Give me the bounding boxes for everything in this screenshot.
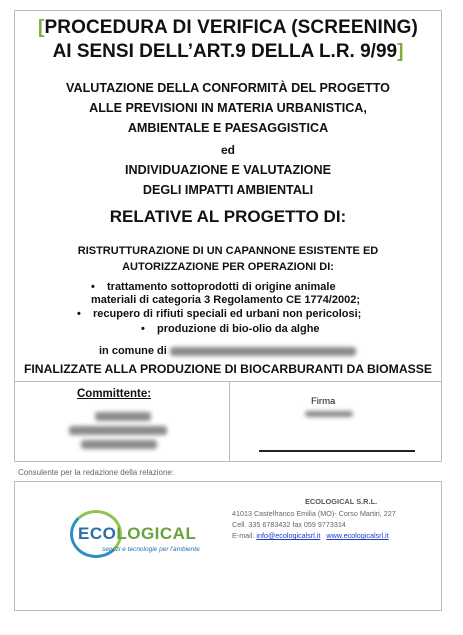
redacted-signer-name [305, 411, 353, 417]
title-panel [14, 10, 442, 382]
company-phone: Cell. 335 6783432 fax 059 9773314 [232, 520, 346, 529]
eval-line: ed [220, 143, 235, 157]
document-title-line1 [15, 17, 441, 39]
relative-heading: RELATIVE AL PROGETTO DI: [109, 207, 347, 226]
email-label: E-mail: [232, 531, 255, 540]
title-bracket-close: ] [397, 41, 404, 62]
logo-wordmark [78, 524, 196, 544]
company-name: ECOLOGICAL S.R.L. [305, 497, 378, 506]
signature-divider [229, 382, 230, 462]
redacted-location [170, 347, 356, 356]
signature-line [259, 450, 415, 452]
ecological-logo [66, 510, 200, 564]
comune-line [99, 345, 356, 357]
signature-panel [14, 382, 442, 462]
logo-tagline: servizi e tecnologie per l'ambiente [102, 546, 200, 553]
website-link[interactable]: www.ecologicalsrl.it [326, 531, 389, 540]
eval-line: VALUTAZIONE DELLA CONFORMITÀ DEL PROGETTO [66, 81, 390, 95]
eval-line: AMBIENTALE E PAESAGGISTICA [127, 121, 329, 135]
redacted-committente-city [81, 440, 157, 449]
redacted-committente-address [69, 426, 167, 435]
company-contacts [232, 531, 389, 540]
logo-logical: LOGICAL [116, 524, 197, 543]
eval-line: ALLE PREVISIONI IN MATERIA URBANISTICA, [89, 101, 367, 115]
document-title-line2 [15, 41, 441, 63]
project-line: AUTORIZZAZIONE PER OPERAZIONI DI: [122, 261, 334, 273]
bullet-item: • trattamento sottoprodotti di origine animale [91, 281, 336, 293]
project-line: RISTRUTTURAZIONE DI UN CAPANNONE ESISTENTE ED [77, 245, 379, 257]
committente-label: Committente: [77, 388, 152, 400]
redacted-committente-name [95, 412, 151, 421]
bullet-text: materiali di categoria 3 Regolamento CE 1774/2002; [91, 294, 361, 306]
bullet-text: produzione di bio-olio da alghe [157, 323, 320, 335]
bullet-item: • produzione di bio-olio da alghe [141, 323, 320, 335]
company-address: 41013 Castelfranco Emilia (MO)- Corso Martiri, 227 [232, 509, 396, 518]
title-text-line1: PROCEDURA DI VERIFICA (SCREENING) [44, 17, 418, 38]
consulente-label: Consulente per la redazione della relazione: [18, 468, 175, 477]
bullet-item: • recupero di rifiuti speciali ed urbani non pericolosi; [77, 308, 362, 320]
bullet-continuation [91, 294, 360, 306]
logo-eco: ECO [78, 524, 117, 543]
title-bracket-open: [ [38, 17, 45, 38]
comune-label: in comune di [99, 345, 167, 357]
firma-label: Firma [311, 396, 336, 407]
bullet-text: trattamento sottoprodotti di origine animale [107, 281, 336, 293]
bullet-text: recupero di rifiuti speciali ed urbani non pericolosi; [93, 308, 362, 320]
eval-line: INDIVIDUAZIONE E VALUTAZIONE [125, 163, 331, 177]
finalizzate-line: FINALIZZATE ALLA PRODUZIONE DI BIOCARBURANTI DA BIOMASSE [23, 362, 433, 376]
eval-line: DEGLI IMPATTI AMBIENTALI [142, 183, 314, 197]
title-text-line2: AI SENSI DELL’ART.9 DELLA L.R. 9/99 [52, 41, 398, 62]
email-link[interactable]: info@ecologicalsrl.it [256, 531, 321, 540]
